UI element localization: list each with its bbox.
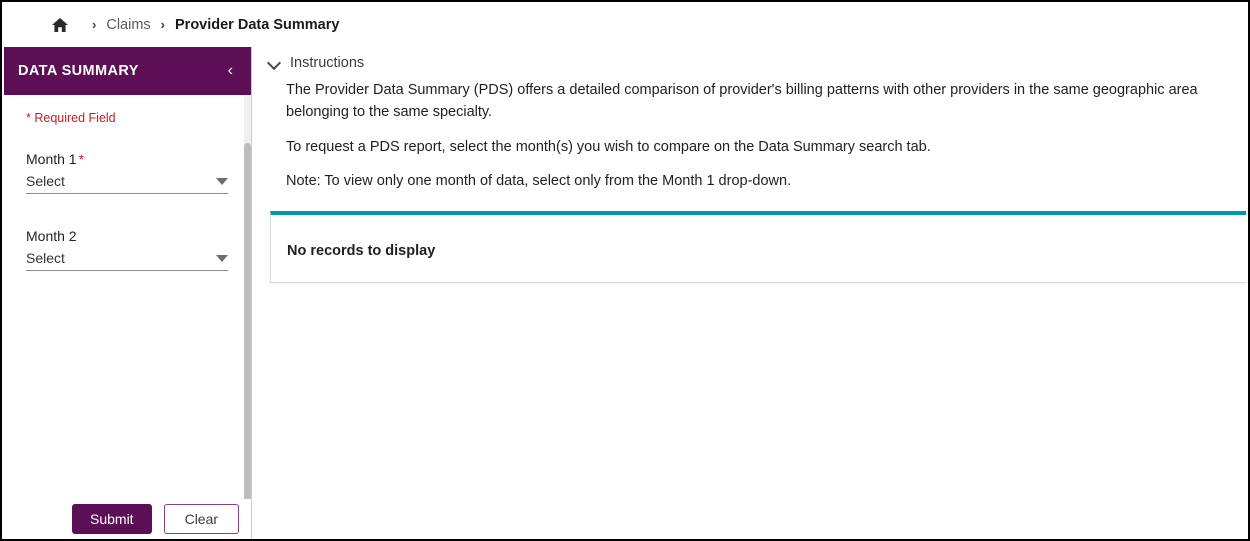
month-2-label-text: Month 2 — [26, 228, 77, 244]
submit-button[interactable]: Submit — [72, 504, 152, 534]
sidebar-scrollbar-thumb[interactable] — [244, 143, 251, 541]
clear-button[interactable]: Clear — [164, 504, 239, 534]
instructions-body — [254, 71, 1246, 193]
instructions-paragraph-1: The Provider Data Summary (PDS) offers a detailed comparison of provider's billing patterns with other providers in the same geographic area belonging to the same specialty. — [286, 82, 1198, 121]
breadcrumb-separator-1: › — [92, 17, 97, 32]
month-2-select-value: Select — [26, 250, 65, 266]
main-content — [254, 47, 1246, 537]
sidebar-header — [4, 47, 251, 95]
instructions-paragraph-3: Note: To view only one month of data, select only from the Month 1 drop-down. — [286, 173, 792, 190]
sidebar-footer — [4, 499, 251, 539]
month-1-select-value: Select — [26, 173, 65, 189]
month-1-label-text: Month 1 — [26, 151, 77, 167]
instructions-paragraph-2: To request a PDS report, select the month(s) you wish to compare on the Data Summary search tab. — [286, 138, 931, 155]
chevron-down-icon — [216, 255, 228, 262]
sidebar-scrollbar-track[interactable] — [244, 95, 251, 499]
month-1-label — [26, 151, 229, 167]
month-2-label — [26, 228, 229, 244]
required-field-note: * Required Field — [26, 111, 116, 125]
breadcrumb — [2, 2, 1248, 47]
field-month-1 — [26, 151, 229, 194]
chevron-down-icon — [216, 178, 228, 185]
sidebar-body — [4, 95, 251, 499]
field-month-2 — [26, 228, 229, 271]
sidebar-title: DATA SUMMARY — [18, 63, 139, 79]
chevron-left-icon[interactable]: ‹ — [227, 62, 233, 79]
chevron-down-icon — [268, 56, 282, 70]
breadcrumb-item-provider-data-summary: Provider Data Summary — [175, 16, 340, 33]
instructions-title: Instructions — [290, 55, 365, 71]
instructions-toggle[interactable] — [254, 47, 1246, 71]
no-records-message: No records to display — [287, 242, 436, 259]
month-2-select[interactable] — [26, 250, 228, 271]
month-1-select[interactable] — [26, 173, 228, 194]
breadcrumb-separator-2: › — [160, 17, 165, 32]
sidebar-panel — [4, 47, 252, 539]
breadcrumb-item-claims[interactable]: Claims — [106, 16, 151, 33]
results-panel — [270, 211, 1246, 283]
month-1-required-marker: * — [78, 151, 85, 167]
home-icon[interactable] — [50, 15, 70, 35]
